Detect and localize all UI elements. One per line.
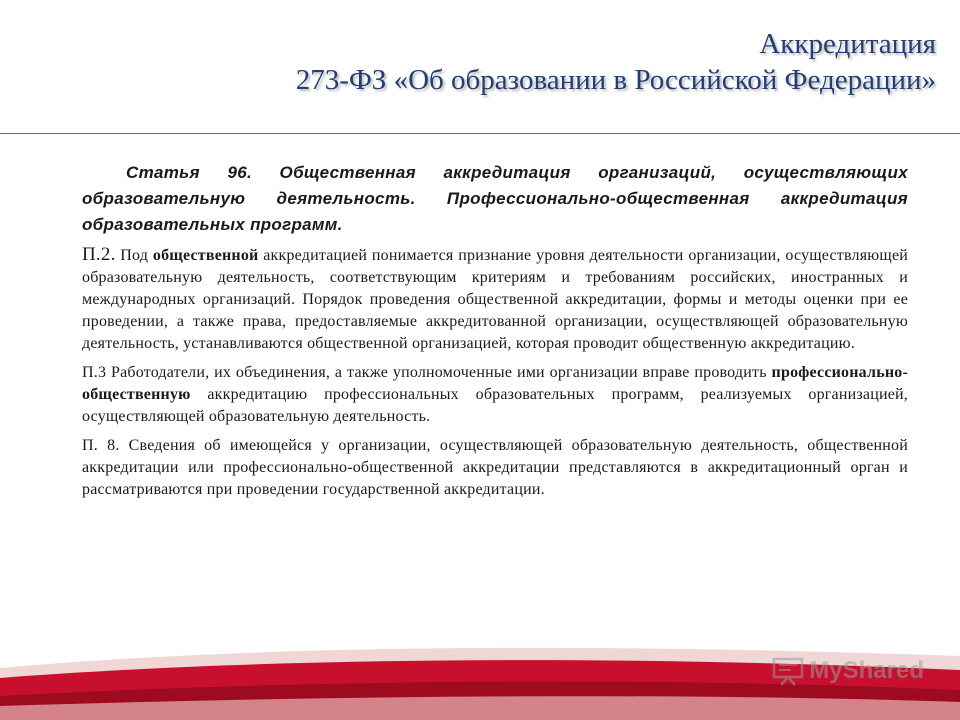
watermark-text: MyShared <box>809 657 924 684</box>
paragraph-number: П. 8. <box>82 437 120 454</box>
paragraph-text: Сведения об имеющейся у организации, осуществляющей образовательную деятельность, общественной аккредитации или профессионально-общественной аккредитации представляются в аккредитационный орган и рассматриваются при проведении государственной аккредитации. <box>82 437 908 498</box>
article-heading: Статья 96. Общественная аккредитация организаций, осуществляющих образовательную деятельность. Профессионально-общественная аккредитация образовательных программ. <box>82 163 908 234</box>
emphasis-public: общественной <box>152 247 259 264</box>
watermark <box>771 656 924 686</box>
paragraph-p2 <box>82 244 908 355</box>
presentation-board-icon <box>771 656 805 686</box>
title-law: 273-ФЗ «Об образовании в Российской Федерации» <box>295 64 936 96</box>
paragraph-text: Работодатели, их объединения, а также уполномоченные ими организации вправе проводить <box>106 364 772 381</box>
header-divider <box>0 133 960 134</box>
paragraph-number: П.2. <box>82 244 116 265</box>
slide-title <box>296 26 936 98</box>
title-accreditation: Аккредитация <box>759 28 936 60</box>
paragraph-p8 <box>82 435 908 501</box>
paragraph-p3 <box>82 362 908 428</box>
paragraph-text: Под <box>115 247 153 264</box>
paragraph-text: аккредитацией понимается признание уровня деятельности организации, осуществляющей образовательную деятельность, соответствующим критериям и требованиям российских, иностранных и международных организаций. Порядок проведения общественной аккредитации, формы и методы оценки при ее проведении, а также права, предоставляемые аккредитованной организации, осуществляющей образовательную деятельность, устанавливаются общественной организацией, которая проводит общественную аккредитацию. <box>82 247 909 352</box>
slide-body <box>82 160 908 508</box>
paragraph-number: П.3 <box>82 364 107 381</box>
paragraph-text: аккредитацию профессиональных образовательных программ, реализуемых организацией, осуществляющей образовательную деятельность. <box>82 386 908 425</box>
emphasis-professional-public: профессионально-общественную <box>82 364 908 403</box>
